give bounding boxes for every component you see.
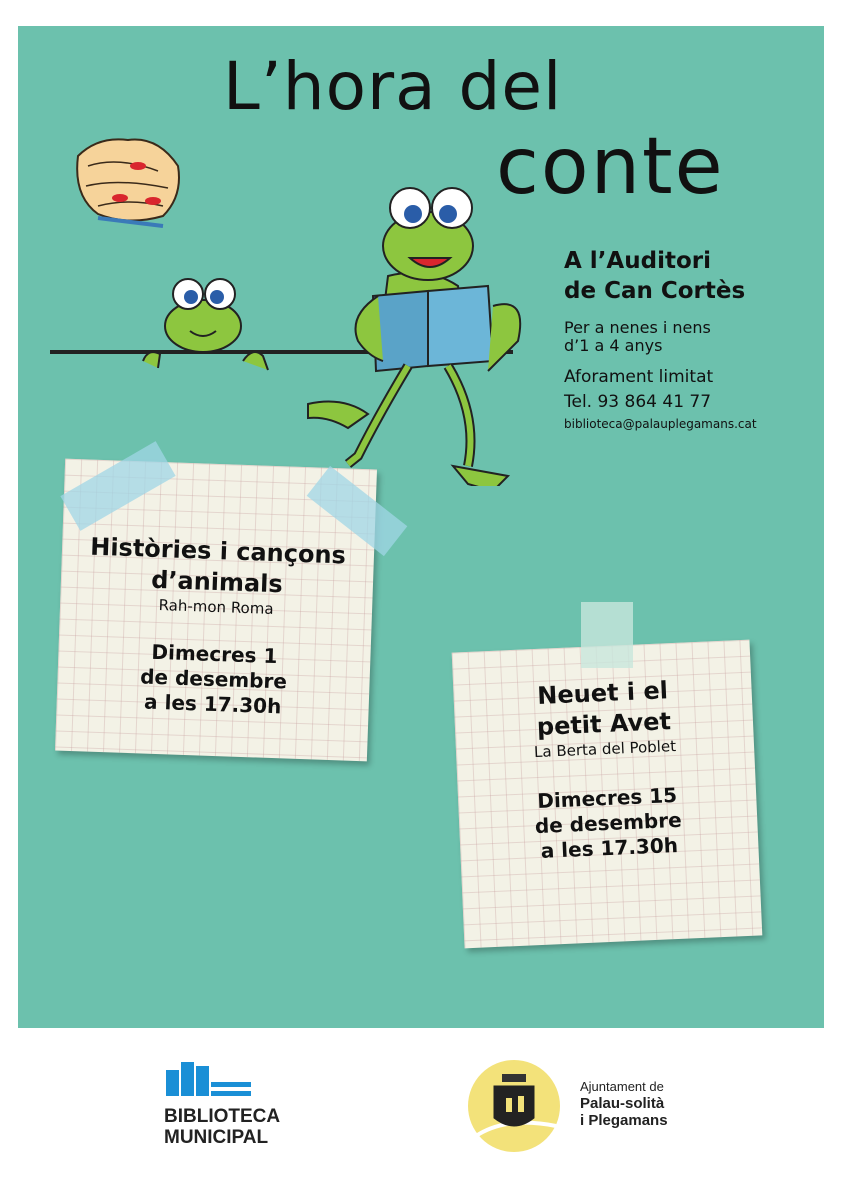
council-name-line-3: i Plegamans [580, 1112, 668, 1129]
ages-line-2: d’1 a 4 anys [564, 336, 663, 355]
ages-line-1: Per a nenes i nens [564, 318, 711, 337]
council-coat-of-arms-icon [466, 1056, 562, 1156]
council-name-line-2: Palau-solità [580, 1095, 665, 1112]
event-2-date-line-1: Dimecres 15 [536, 782, 678, 814]
event-2-date-line-2: de desembre [534, 807, 683, 839]
council-logo [466, 1056, 706, 1156]
event-1-author: Rah-mon Roma [158, 596, 274, 619]
event-2-title-line-1: Neuet i el [536, 676, 669, 710]
event-1-title-line-1: Històries i cançons [89, 532, 347, 570]
event-info-block [564, 246, 757, 432]
frogs-illustration [48, 166, 548, 486]
council-name [580, 1078, 668, 1129]
council-name-line-1: Ajuntament de [580, 1079, 664, 1094]
library-books-icon [164, 1060, 254, 1096]
venue-line-1: A l’Auditori [564, 248, 711, 274]
event-2-author: La Berta del Poblet [533, 736, 677, 762]
poster-background [18, 26, 824, 1028]
library-name-line-1: BIBLIOTECA [164, 1106, 281, 1127]
event-1-date-line-3: a les 17.30h [143, 689, 282, 719]
library-name-line-2: MUNICIPAL [164, 1127, 269, 1148]
library-logo [164, 1060, 280, 1148]
capacity-note: Aforament limitat [564, 367, 714, 387]
title-line-2: conte [496, 122, 725, 212]
event-2-date-line-3: a les 17.30h [540, 832, 679, 863]
event-1-date-line-2: de desembre [139, 664, 288, 694]
email-address: biblioteca@palauplegamans.cat [564, 417, 757, 431]
tape-strip [581, 602, 633, 668]
title-line-1: L’hora del [223, 48, 563, 125]
event-note-2 [452, 640, 763, 949]
venue-line-2: de Can Cortès [564, 278, 746, 304]
phone-number: Tel. 93 864 41 77 [564, 392, 712, 412]
event-1-date-line-1: Dimecres 1 [151, 639, 278, 669]
event-2-title-line-2: petit Avet [536, 707, 672, 741]
event-1-title-line-2: d’animals [150, 565, 284, 599]
